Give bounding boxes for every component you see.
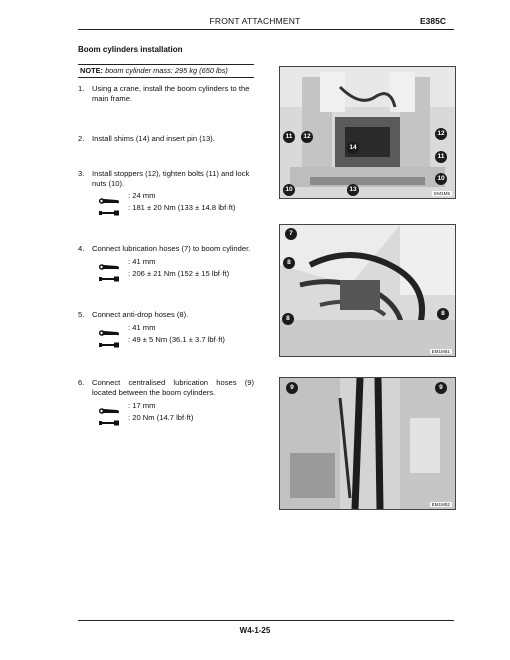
callout-9: 9 — [435, 382, 447, 394]
step-text: Connect centralised lubrication hoses (9) located between the boom cylinders. — [92, 378, 254, 397]
step-number: 1. — [78, 84, 85, 93]
model-code: E385C — [420, 16, 446, 26]
step-text: Install stoppers (12), tighten bolts (11) and lock nuts (10). — [92, 169, 250, 188]
photo-centralised-lubrication — [279, 377, 456, 510]
torque-value: : 206 ± 21 Nm (152 ± 15 lbf·ft) — [128, 269, 230, 278]
wrench-size: : 24 mm — [128, 191, 156, 200]
torque-value: : 20 Nm (14.7 lbf·ft) — [128, 413, 194, 422]
section-title: Boom cylinders installation — [78, 45, 183, 54]
callout-7: 7 — [285, 228, 297, 240]
step-number: 5. — [78, 310, 85, 319]
callout-10: 10 — [283, 184, 295, 196]
callout-10: 10 — [435, 173, 447, 185]
callout-12: 12 — [301, 131, 313, 143]
callout-11: 11 — [435, 151, 447, 163]
note-text — [80, 66, 228, 75]
step-text: Connect anti-drop hoses (8). — [92, 310, 189, 319]
photo-boom-cylinder-base — [279, 66, 456, 199]
step-1 — [78, 84, 254, 104]
step-text: Connect lubrication hoses (7) to boom cylinder. — [92, 244, 251, 253]
callout-14: 14 — [347, 142, 359, 154]
callout-11: 11 — [283, 131, 295, 143]
step-number: 3. — [78, 169, 85, 178]
step-6 — [78, 378, 254, 398]
callout-8: 8 — [282, 313, 294, 325]
photo-illustration — [280, 378, 455, 509]
wrench-size: : 41 mm — [128, 323, 156, 332]
step-5 — [78, 310, 254, 320]
step-number: 2. — [78, 134, 85, 143]
step-2 — [78, 134, 254, 144]
step-number: 4. — [78, 244, 85, 253]
callout-9: 9 — [286, 382, 298, 394]
page-number: W4-1-25 — [239, 626, 271, 635]
note-label: NOTE: — [80, 66, 103, 75]
step-4 — [78, 244, 254, 254]
step-3 — [78, 169, 254, 189]
step-text: Using a crane, install the boom cylinders to the main frame. — [92, 84, 250, 103]
step-number: 6. — [78, 378, 85, 387]
callout-8: 8 — [283, 257, 295, 269]
photo-caption: EM1M51 — [431, 349, 450, 354]
torque-value: : 49 ± 5 Nm (36.1 ± 3.7 lbf·ft) — [128, 335, 225, 344]
torque-wrench-icon — [98, 336, 120, 354]
photo-caption: EM1M52 — [431, 502, 450, 507]
note-content: boom cylinder mass: 295 kg (650 lbs) — [105, 66, 228, 75]
callout-12: 12 — [435, 128, 447, 140]
torque-wrench-icon — [98, 414, 120, 432]
torque-wrench-icon — [98, 270, 120, 288]
wrench-size: : 17 mm — [128, 401, 156, 410]
wrench-size: : 41 mm — [128, 257, 156, 266]
torque-wrench-icon — [98, 204, 120, 222]
header-rule — [78, 29, 454, 30]
callout-8: 8 — [437, 308, 449, 320]
photo-hose-connections — [279, 224, 456, 357]
photo-caption: EM1M5 — [434, 191, 450, 196]
step-text: Install shims (14) and insert pin (13). — [92, 134, 215, 143]
photo-illustration — [280, 225, 455, 356]
page-header-title: FRONT ATTACHMENT — [209, 16, 301, 26]
callout-13: 13 — [347, 184, 359, 196]
footer-rule — [78, 620, 454, 621]
torque-value: : 181 ± 20 Nm (133 ± 14.8 lbf·ft) — [128, 203, 236, 212]
